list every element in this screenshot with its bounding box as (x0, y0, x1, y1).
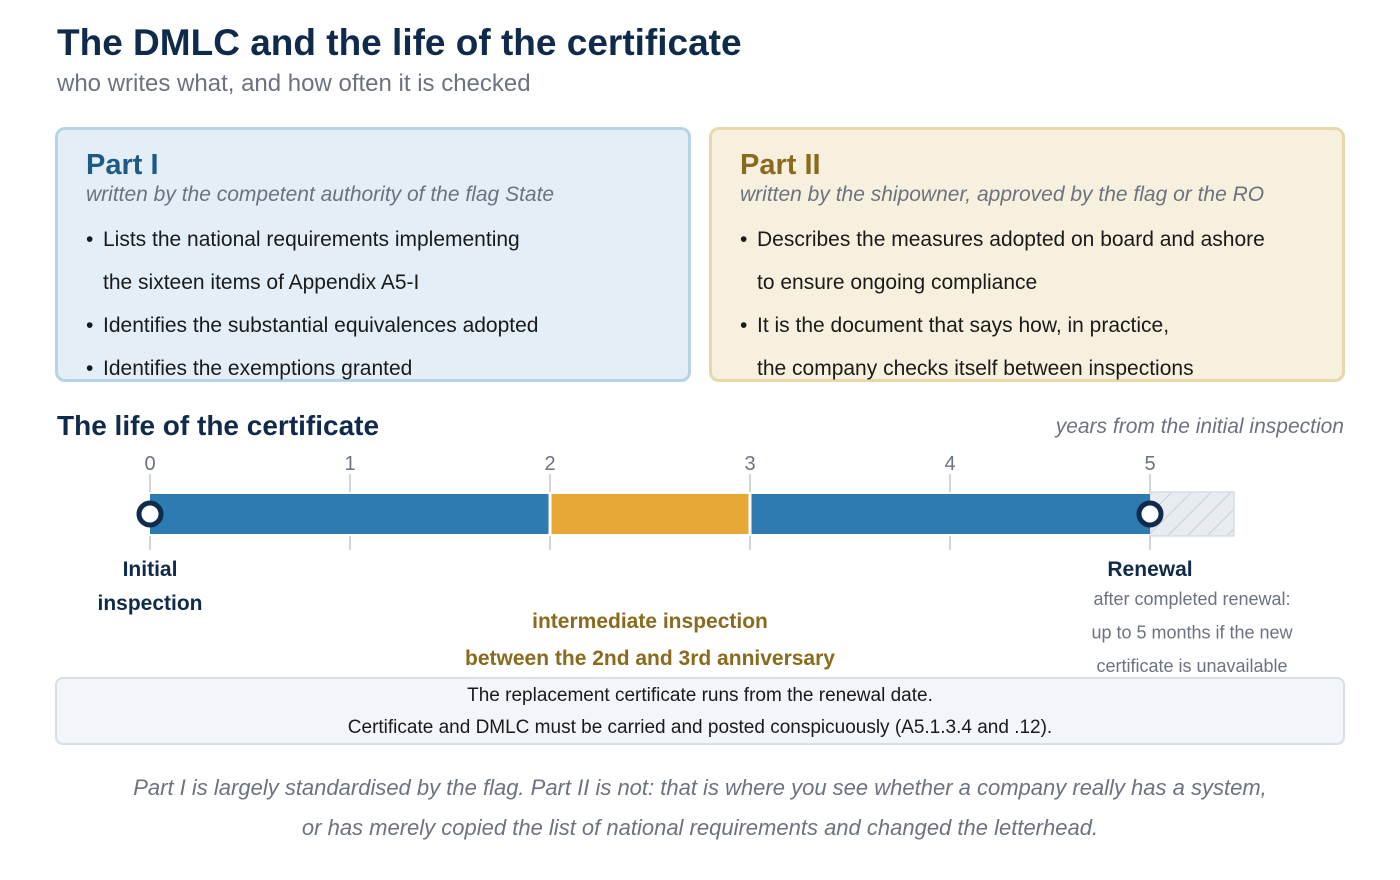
bullet-text: the sixteen items of Appendix A5-I (103, 271, 420, 294)
bullet-text: the company checks itself between inspections (757, 357, 1194, 380)
part2-title: Part II (740, 149, 821, 181)
intermediate-window-bar (552, 494, 749, 534)
page-title: The DMLC and the life of the certificate (57, 22, 742, 63)
bullet-icon: • (86, 314, 94, 337)
intermediate-label: intermediate inspection (532, 610, 768, 633)
renewal-note-box (55, 677, 1345, 745)
intermediate-label: between the 2nd and 3rd anniversary (465, 647, 835, 670)
bullet-text: Lists the national requirements implementing (103, 228, 520, 251)
part1-title: Part I (86, 149, 159, 181)
bullet-text: Describes the measures adopted on board and ashore (757, 228, 1265, 251)
part1-subtitle: written by the competent authority of the flag State (86, 183, 555, 206)
tick-label: 3 (744, 453, 756, 475)
bullet-text: Identifies the substantial equivalences adopted (103, 314, 539, 337)
bullet-text: to ensure ongoing compliance (757, 271, 1038, 294)
milestone-label: Renewal (1107, 558, 1193, 581)
tick-label: 1 (344, 453, 356, 475)
axis-caption: years from the initial inspection (1055, 415, 1344, 438)
validity-bar (752, 494, 1151, 534)
tick-label: 4 (944, 453, 956, 475)
note-line: The replacement certificate runs from the renewal date. (467, 685, 933, 706)
bullet-icon: • (86, 357, 94, 380)
bullet-icon: • (740, 314, 748, 337)
initial-inspection-marker (139, 503, 161, 525)
bullet-text: It is the document that says how, in practice, (757, 314, 1170, 337)
milestone-label: Initial (122, 558, 178, 581)
part2-subtitle: written by the shipowner, approved by the flag or the RO (740, 183, 1265, 206)
bullet-icon: • (740, 228, 748, 251)
timeline-title: The life of the certificate (57, 410, 380, 441)
validity-bar (150, 494, 549, 534)
footer-line: Part I is largely standardised by the flag. Part II is not: that is where you see whether a company really has a system, (133, 775, 1267, 800)
renewal-note-text: after completed renewal: (1093, 589, 1291, 609)
footer-line: or has merely copied the list of national requirements and changed the letterhead. (301, 815, 1099, 840)
footer-note (0, 768, 1400, 848)
tick-label: 2 (544, 453, 556, 475)
tick-label: 0 (144, 453, 156, 475)
page-subtitle: who writes what, and how often it is checked (57, 70, 531, 97)
bullet-text: Identifies the exemptions granted (103, 357, 413, 380)
milestone-label: inspection (97, 592, 203, 615)
tick-label: 5 (1144, 453, 1156, 475)
bullet-icon: • (86, 228, 94, 251)
renewal-note-text: up to 5 months if the new (1091, 622, 1293, 643)
renewal-note-text: certificate is unavailable (1096, 656, 1288, 676)
note-line: Certificate and DMLC must be carried and posted conspicuously (A5.1.3.4 and .12). (347, 717, 1053, 738)
renewal-marker (1139, 503, 1161, 525)
